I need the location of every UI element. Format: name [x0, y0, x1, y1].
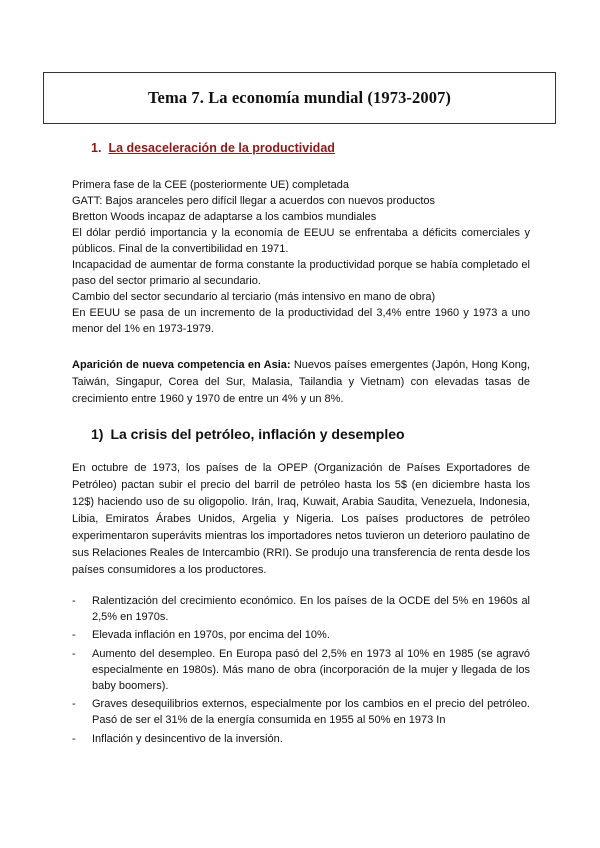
section1-line: Primera fase de la CEE (posteriormente UE) completada: [72, 179, 349, 191]
section1-line: En EEUU se pasa de un incremento de la productividad del 3,4% entre 1960 y 1973 a uno menor del 1% en 1973-1979.: [72, 307, 530, 335]
section1-line: GATT: Bajos aranceles pero difícil llegar a acuerdos con nuevos productos: [72, 195, 435, 207]
dash-marker: -: [72, 595, 76, 607]
section2-number: 1): [91, 426, 104, 442]
section1-line: Incapacidad de aumentar de forma constante la productividad porque se había completado el paso del sector primario al secundario.: [72, 259, 530, 287]
document-title: Tema 7. La economía mundial (1973-2007): [147, 88, 452, 107]
title-box: [43, 72, 556, 124]
section1-line: Cambio del sector secundario al terciario (más intensivo en mano de obra): [72, 291, 436, 303]
asia-text: Nuevos países emergentes (Japón, Hong Kong, Taiwán, Singapur, Corea del Sur, Malasia, Tailandia y Vietnam) con elevadas tasas de crecimiento entre 1960 y 1970 de entre un 4% y un 8%.: [72, 359, 530, 405]
dash-marker: -: [72, 629, 76, 642]
asia-paragraph: [72, 357, 530, 408]
dash-marker: -: [72, 647, 76, 660]
dash-marker: -: [72, 732, 76, 745]
list-item: [72, 696, 530, 728]
list-item-text: Elevada inflación en 1970s, por encima del 10%.: [92, 629, 330, 642]
asia-label: Aparición de nueva competencia en Asia:: [72, 359, 291, 371]
section2-heading: [91, 426, 405, 442]
list-item-text: Aumento del desempleo. En Europa pasó del 2,5% en 1973 al 10% en 1985 (se agravó especialmente en 1980s). Más mano de obra (incorporación de la mujer y llegada de los baby boomers).: [92, 647, 530, 693]
section2-body: [72, 460, 530, 579]
section1-heading: [91, 141, 335, 155]
section2-bullet-list: [72, 593, 530, 749]
list-item: [72, 627, 530, 643]
section1-number: 1.: [91, 141, 102, 155]
section2-paragraph: En octubre de 1973, los países de la OPEP (Organización de Países Exportadores de Petróleo) pactan subir el precio del barril de petróleo hasta los 5$ (en diciembre hasta los 12$) haciendo uso de su oligopolio. Irán, Iraq, Kuwait, Arabia Saudita, Venezuela, Indonesia, Libia, Emiratos Árabes Unidos, Argelia y Nigeria. Los países productores de petróleo experimentaron superávits mientras los importadores netos tuvieron un deterioro paulatino de sus Relaciones Reales de Intercambio (RRI). Se produjo una transferencia de renta desde los países consumidores a los productores.: [72, 462, 530, 576]
section1-title: La desaceleración de la productividad: [108, 141, 335, 155]
section1-body: [72, 177, 530, 337]
dash-marker: -: [72, 698, 76, 711]
list-item: [72, 731, 530, 747]
section2-title: La crisis del petróleo, inflación y desempleo: [110, 426, 405, 442]
section1-line: El dólar perdió importancia y la economía de EEUU se enfrentaba a déficits comerciales y públicos. Final de la convertibilidad en 1971.: [72, 227, 530, 255]
list-item-text: Ralentización del crecimiento económico. En los países de la OCDE del 5% en 1960s al 2,5% en 1970s.: [92, 595, 530, 624]
list-item: [72, 593, 530, 625]
list-item: [72, 646, 530, 695]
section1-line: Bretton Woods incapaz de adaptarse a los cambios mundiales: [72, 211, 377, 223]
list-item-text: Inflación y desincentivo de la inversión.: [92, 732, 283, 745]
list-item-text: Graves desequilibrios externos, especialmente por los cambios en el precio del petróleo. Pasó de ser el 31% de la energía consumida en 1955 al 50% en 1973 In: [92, 698, 530, 727]
